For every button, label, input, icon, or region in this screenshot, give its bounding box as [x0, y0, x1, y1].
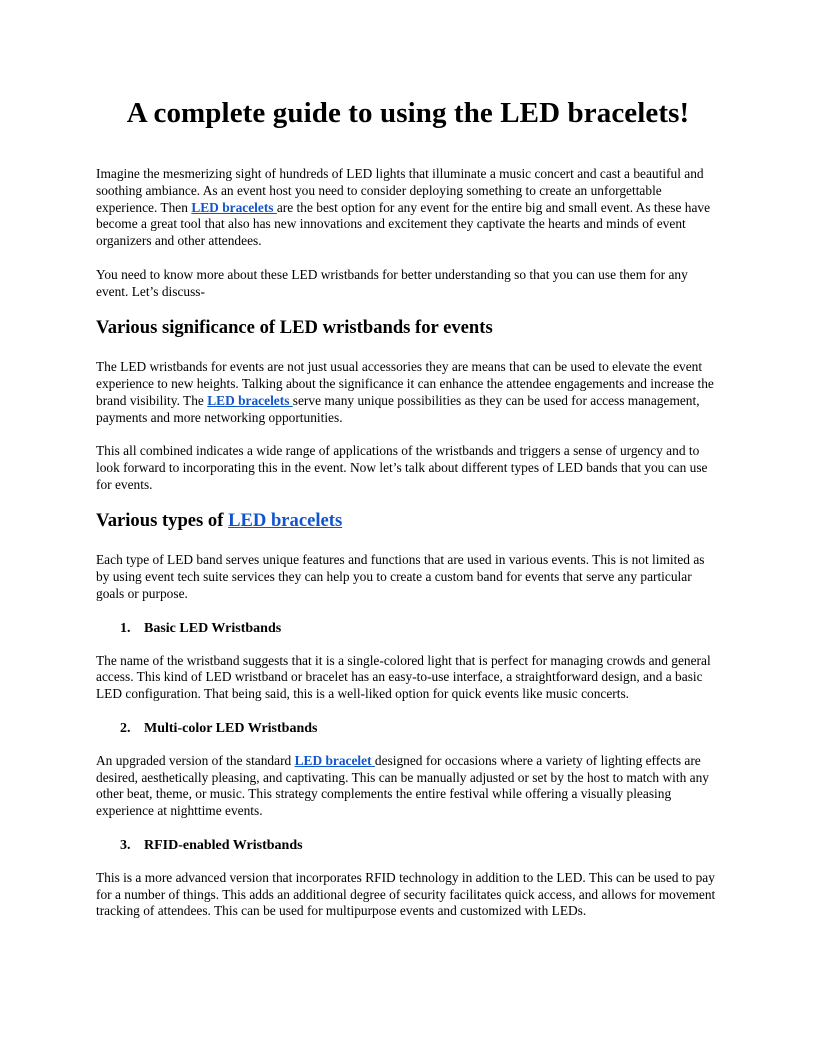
- list-item-heading-rfid: [96, 837, 720, 854]
- list-number: 3.: [120, 837, 131, 853]
- types-heading-prefix: Various types of: [96, 510, 229, 532]
- list-item-heading-multicolor: [96, 720, 720, 737]
- multicolor-text-after-link: designed for occasions where a variety of lighting effects are desired, aesthetically pleasing, and captivating. This can be manually adjusted or set by the host to match with any other beat, theme, or music. This strategy complements the entire festival while offering a visually pleasing experience at nighttime events.: [96, 752, 709, 819]
- basic-wristbands-paragraph: The name of the wristband suggests that it is a single-colored light that is perfect for managing crowds and general access. This kind of LED wristband or bracelet has an easy-to-use interface, a straightforward design, and a basic LED configuration. That being said, this is a well-liked option for quick events like music concerts.: [96, 652, 711, 702]
- section-heading-significance: Various significance of LED wristbands for events: [96, 317, 493, 339]
- document-page: [96, 96, 720, 937]
- led-bracelet-link[interactable]: LED bracelet: [294, 752, 375, 768]
- significance-paragraph-1: [96, 359, 720, 426]
- significance-text-after-link: serve many unique possibilities as they can be used for access management, payments and more networking opportunities.: [96, 392, 700, 425]
- list-number: 1.: [120, 620, 131, 636]
- led-bracelets-heading-link[interactable]: LED bracelets: [228, 510, 343, 532]
- intro-paragraph-2: You need to know more about these LED wristbands for better understanding so that you can use them for any event. Let’s discuss-: [96, 266, 688, 299]
- intro-text-before-link: Imagine the mesmerizing sight of hundreds of LED lights that illuminate a music concert and cast a beautiful and soothing ambiance. As an event host you need to consider deploying something to create an unforgettable experience. Then: [96, 166, 704, 215]
- list-item-title: Basic LED Wristbands: [144, 620, 282, 636]
- multicolor-text-before-link: An upgraded version of the standard: [96, 752, 295, 768]
- list-number: 2.: [120, 720, 131, 736]
- section-heading-types: [96, 510, 720, 532]
- list-item-title: Multi-color LED Wristbands: [144, 720, 318, 736]
- multicolor-wristbands-paragraph: [96, 753, 720, 820]
- list-item-heading-basic: [96, 620, 720, 637]
- intro-text-after-link: are the best option for any event for the entire big and small event. As these have become a great tool that also has new innovations and excitement they captivate the hearts and minds of event organizers and other attendees.: [96, 199, 711, 249]
- rfid-wristbands-paragraph: This is a more advanced version that incorporates RFID technology in addition to the LED. This can be used to pay for a number of things. This adds an additional degree of security facilitates quick access, and allows for movement tracking of attendees. This can be used for multipurpose events and customized with LEDs.: [96, 869, 716, 919]
- led-bracelets-link[interactable]: LED bracelets: [191, 199, 277, 215]
- significance-text-before-link: The LED wristbands for events are not just usual accessories they are means that can be used to elevate the event experience to new heights. Talking about the significance it can enhance the attendee engagements and increase the brand visibility. The: [96, 359, 714, 408]
- document-title: A complete guide to using the LED bracelets!: [126, 97, 690, 129]
- led-bracelets-link[interactable]: LED bracelets: [207, 392, 293, 408]
- types-intro-paragraph: Each type of LED band serves unique features and functions that are used in various events. This is not limited as by using event tech suite services they can help you to create a custom band for events that serve any particular goals or purpose.: [96, 552, 705, 601]
- list-item-title: RFID-enabled Wristbands: [144, 837, 303, 853]
- significance-paragraph-2: This all combined indicates a wide range of applications of the wristbands and triggers a sense of urgency and to look forward to incorporating this in the event. Now let’s talk about different types of LED bands that you can use for events.: [96, 443, 708, 492]
- intro-paragraph-1: [96, 166, 720, 250]
